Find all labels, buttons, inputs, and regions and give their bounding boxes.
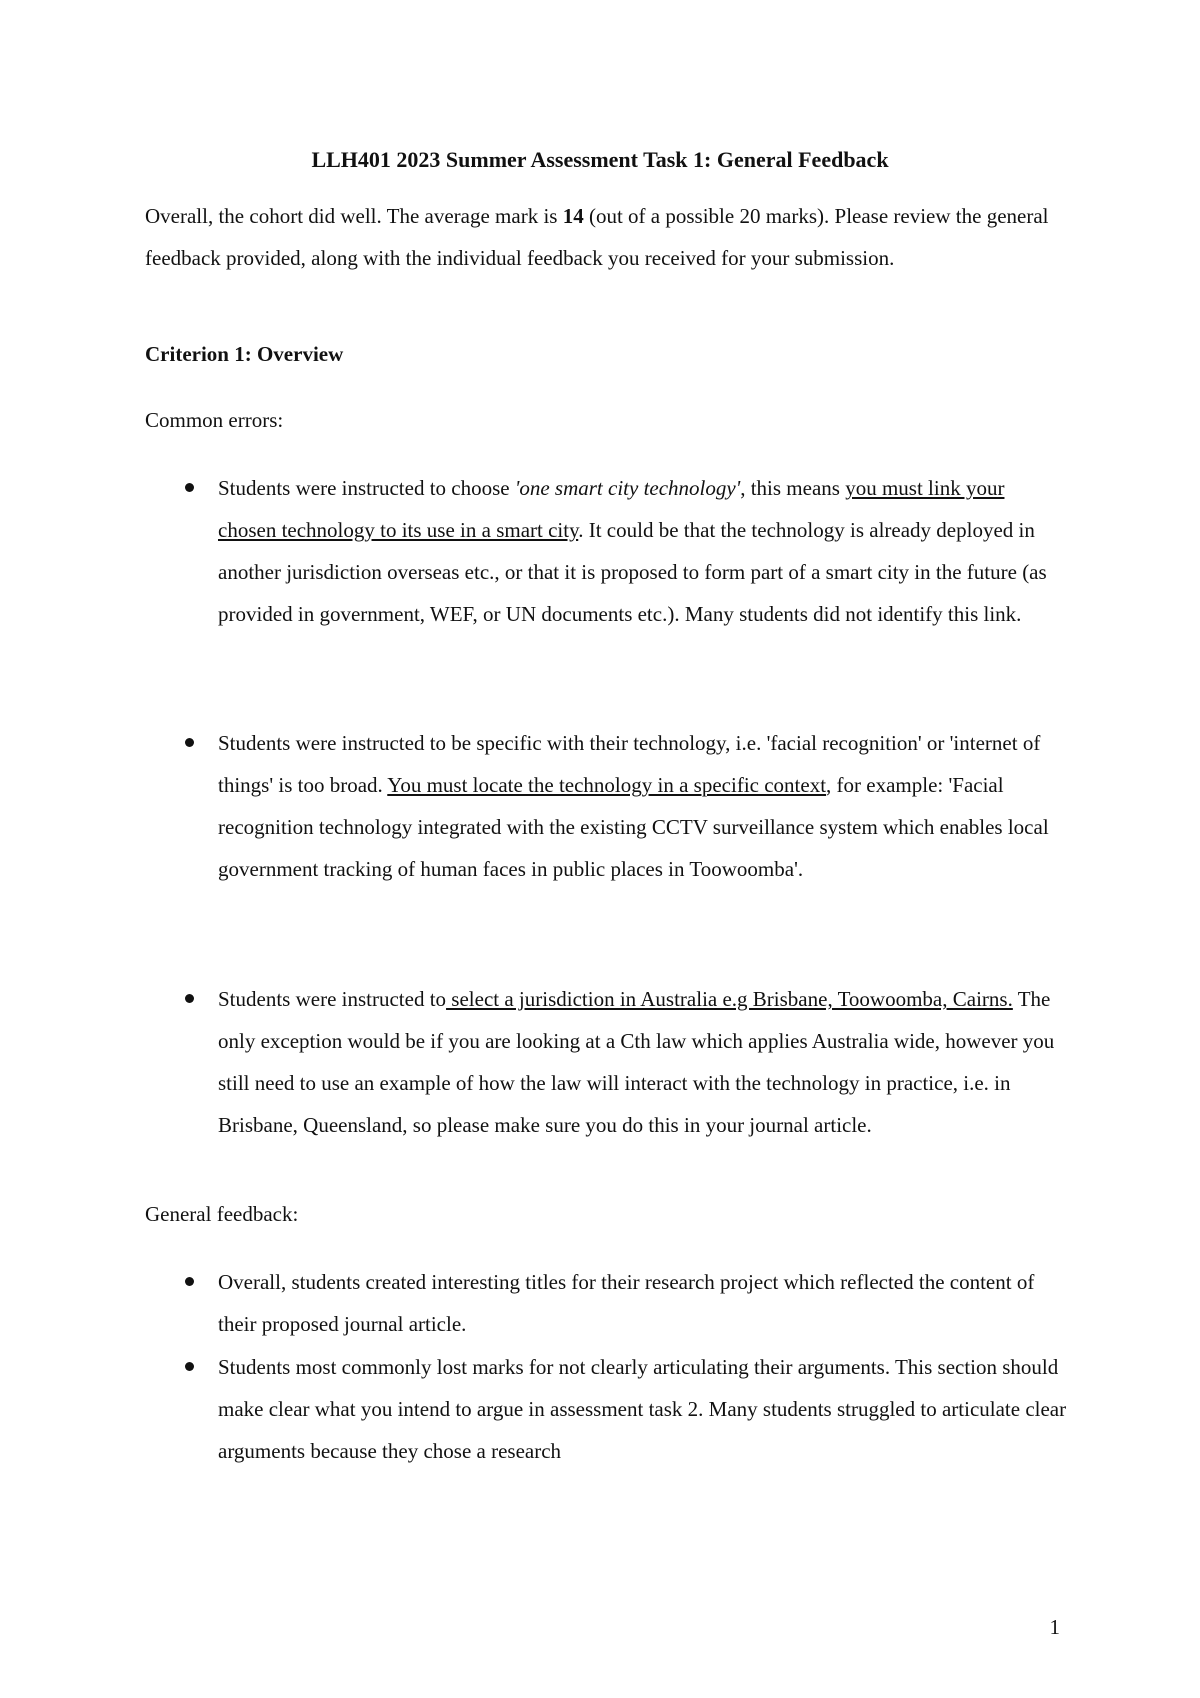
general-feedback-label: General feedback: <box>145 1202 299 1226</box>
general-feedback-item: Students most commonly lost marks for not clearly articulating their arguments. This section should make clear what you intend to argue in assessment task 2. Many students struggled to articulate clear arguments because they chose a research <box>218 1346 1068 1472</box>
bullet-icon <box>185 738 194 747</box>
document-title: LLH401 2023 Summer Assessment Task 1: General Feedback <box>311 147 889 172</box>
common-errors-label: Common errors: <box>145 408 284 432</box>
page-number: 1 <box>1049 1615 1060 1639</box>
common-error-item: Students were instructed to be specific with their technology, i.e. 'facial recognition' or 'internet of things' is too broad. You must locate the technology in a specific context, for example: 'Facial recognition technology integrated with the existing CCTV surveillance system which enables local government tracking of human faces in public places in Toowoomba'. <box>218 722 1068 890</box>
general-feedback-item: Overall, students created interesting titles for their research project which reflected the content of their proposed journal article. <box>218 1261 1068 1345</box>
common-error-item: Students were instructed to choose 'one smart city technology', this means you must link your chosen technology to its use in a smart city. It could be that the technology is already deployed in another jurisdiction overseas etc., or that it is proposed to form part of a smart city in the future (as provided in government, WEF, or UN documents etc.). Many students did not identify this link. <box>218 467 1068 635</box>
criterion-heading: Criterion 1: Overview <box>145 342 344 366</box>
common-error-item: Students were instructed to select a jurisdiction in Australia e.g Brisbane, Toowoomba, Cairns. The only exception would be if you are looking at a Cth law which applies Australia wide, however you still need to use an example of how the law will interact with the technology in practice, i.e. in Brisbane, Queensland, so please make sure you do this in your journal article. <box>218 978 1068 1146</box>
bullet-icon <box>185 1362 194 1371</box>
bullet-icon <box>185 483 194 492</box>
bullet-icon <box>185 1277 194 1286</box>
intro-paragraph: Overall, the cohort did well. The average mark is 14 (out of a possible 20 marks). Please review the general feedback provided, along with the individual feedback you received for your submission. <box>145 204 1049 270</box>
bullet-icon <box>185 994 194 1003</box>
average-mark: 14 <box>562 204 584 228</box>
